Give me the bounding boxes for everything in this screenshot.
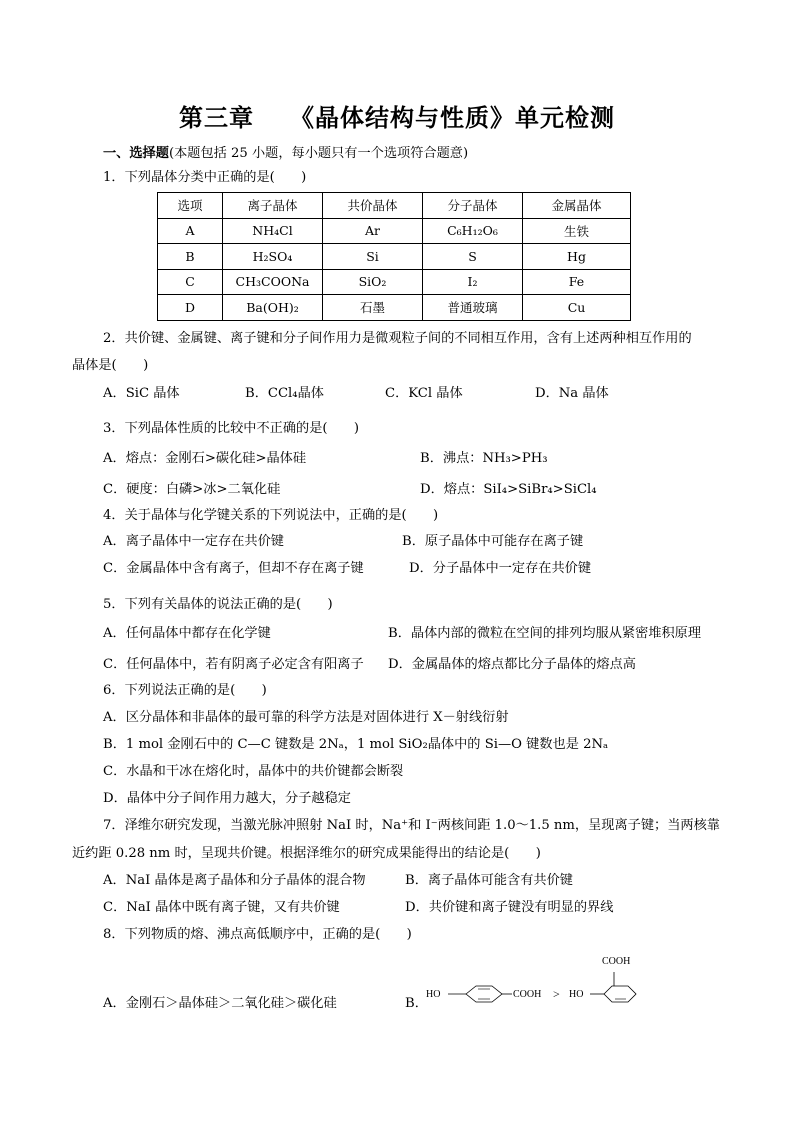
q5-stem: 5．下列有关晶体的说法正确的是( ) [103, 597, 333, 612]
table-cell: Si [323, 244, 423, 270]
q5-option-a: A．任何晶体中都存在化学键 [103, 626, 271, 641]
table-cell: 生铁 [523, 218, 631, 244]
q4-stem: 4．关于晶体与化学键关系的下列说法中，正确的是( ) [103, 508, 439, 523]
q2-option-c: C．KCl 晶体 [385, 386, 463, 401]
section-header [103, 145, 468, 163]
para-cooh-label: COOH [513, 989, 542, 1000]
table-header-cell: 分子晶体 [423, 193, 523, 219]
q5-option-d: D．金属晶体的熔点都比分子晶体的熔点高 [388, 657, 636, 672]
table-cell: Hg [523, 244, 631, 270]
q7-option-c: C．NaI 晶体中既有离子键，又有共价键 [103, 900, 340, 915]
q6-option-d: D．晶体中分子间作用力越大，分子越稳定 [103, 791, 351, 806]
q3-option-c: C．硬度：白磷>冰>二氧化硅 [103, 482, 281, 497]
table-cell: SiO₂ [323, 269, 423, 295]
q6-option-b: B．1 mol 金刚石中的 C—C 键数是 2Nₐ，1 mol SiO₂晶体中的 Si—O 键数也是 2Nₐ [103, 737, 609, 752]
table-cell: H₂SO₄ [223, 244, 323, 270]
q4-option-d: D．分子晶体中一定存在共价键 [409, 561, 592, 576]
table-header-cell: 金属晶体 [523, 193, 631, 219]
table-row [158, 218, 631, 244]
section-note: (本题包括 25 小题，每小题只有一个选项符合题意) [168, 146, 469, 161]
q3-option-a: A．熔点：金刚石>碳化硅>晶体硅 [103, 451, 307, 466]
table-row [158, 244, 631, 270]
para-ho-label: HO [426, 989, 441, 1000]
q1-table [157, 192, 631, 321]
table-cell: A [158, 218, 223, 244]
greater-than-sign: > [553, 987, 560, 1001]
table-cell: NH₄Cl [223, 218, 323, 244]
table-cell: C₆H₁₂O₆ [423, 218, 523, 244]
q2-option-d: D．Na 晶体 [535, 386, 609, 401]
table-cell: CH₃COONa [223, 269, 323, 295]
table-cell: 石墨 [323, 295, 423, 321]
ortho-benzene-ring [604, 986, 636, 1002]
table-cell: B [158, 244, 223, 270]
q8-stem: 8．下列物质的熔、沸点高低顺序中，正确的是( ) [103, 927, 412, 942]
q1-stem: 1．下列晶体分类中正确的是( ) [103, 170, 307, 185]
q7-option-a: A．NaI 晶体是离子晶体和分子晶体的混合物 [103, 873, 366, 888]
table-header-row [158, 193, 631, 219]
q5-option-c: C．任何晶体中，若有阴离子必定含有阳离子 [103, 657, 364, 672]
table-cell: Ar [323, 218, 423, 244]
q8-option-a: A．金刚石＞晶体硅＞二氧化硅＞碳化硅 [103, 996, 337, 1011]
ortho-ho-label: HO [569, 989, 584, 1000]
table-cell: Ba(OH)₂ [223, 295, 323, 321]
para-benzene-ring [466, 986, 502, 1002]
q3-option-b: B．沸点：NH₃>PH₃ [420, 451, 548, 466]
q2-stem-line2: 晶体是( ) [72, 358, 149, 373]
q4-option-c: C．金属晶体中含有离子，但却不存在离子键 [103, 561, 364, 576]
table-cell: Cu [523, 295, 631, 321]
q7-option-d: D．共价键和离子键没有明显的界线 [405, 900, 614, 915]
table-cell: D [158, 295, 223, 321]
table-row [158, 295, 631, 321]
q7-stem-line2: 近约距 0.28 nm 时，呈现共价键。根据泽维尔的研究成果能得出的结论是( ) [72, 846, 541, 861]
q4-option-a: A．离子晶体中一定存在共价键 [103, 534, 284, 549]
title-chapter: 第三章 [179, 104, 254, 132]
table-header-cell: 共价晶体 [323, 193, 423, 219]
table-cell: Fe [523, 269, 631, 295]
table-header-cell: 离子晶体 [223, 193, 323, 219]
q8-option-b: B． [405, 996, 428, 1011]
table-cell: C [158, 269, 223, 295]
q3-stem: 3．下列晶体性质的比较中不正确的是( ) [103, 421, 360, 436]
q6-option-c: C．水晶和干冰在熔化时，晶体中的共价键都会断裂 [103, 764, 404, 779]
q6-option-a: A．区分晶体和非晶体的最可靠的科学方法是对固体进行 X－射线衍射 [103, 710, 509, 725]
table-cell: I₂ [423, 269, 523, 295]
table-header-cell: 选项 [158, 193, 223, 219]
hydroxybenzoic-acid-structures [424, 948, 664, 1008]
title-subject: 《晶体结构与性质》单元检测 [290, 104, 615, 132]
q2-stem-line1: 2．共价键、金属键、离子键和分子间作用力是微观粒子间的不同相互作用，含有上述两种相互作用的 [103, 331, 692, 346]
table-cell: 普通玻璃 [423, 295, 523, 321]
q5-option-b: B．晶体内部的微粒在空间的排列均服从紧密堆积原理 [388, 626, 702, 641]
q3-option-d: D．熔点：SiI₄>SiBr₄>SiCl₄ [420, 482, 597, 497]
ortho-cooh-label: COOH [602, 956, 631, 967]
q4-option-b: B．原子晶体中可能存在离子键 [402, 534, 584, 549]
page-title [0, 98, 794, 133]
q2-option-a: A．SiC 晶体 [103, 386, 180, 401]
table-row [158, 269, 631, 295]
q2-option-b: B．CCl₄晶体 [245, 386, 324, 401]
q7-option-b: B．离子晶体可能含有共价键 [405, 873, 573, 888]
q6-stem: 6．下列说法正确的是( ) [103, 683, 267, 698]
section-label: 一、选择题 [103, 146, 169, 161]
table-cell: S [423, 244, 523, 270]
q7-stem-line1: 7．泽维尔研究发现，当激光脉冲照射 NaI 时，Na⁺和 I⁻两核间距 1.0～1.5 nm，呈现离子键；当两核靠 [103, 818, 720, 833]
